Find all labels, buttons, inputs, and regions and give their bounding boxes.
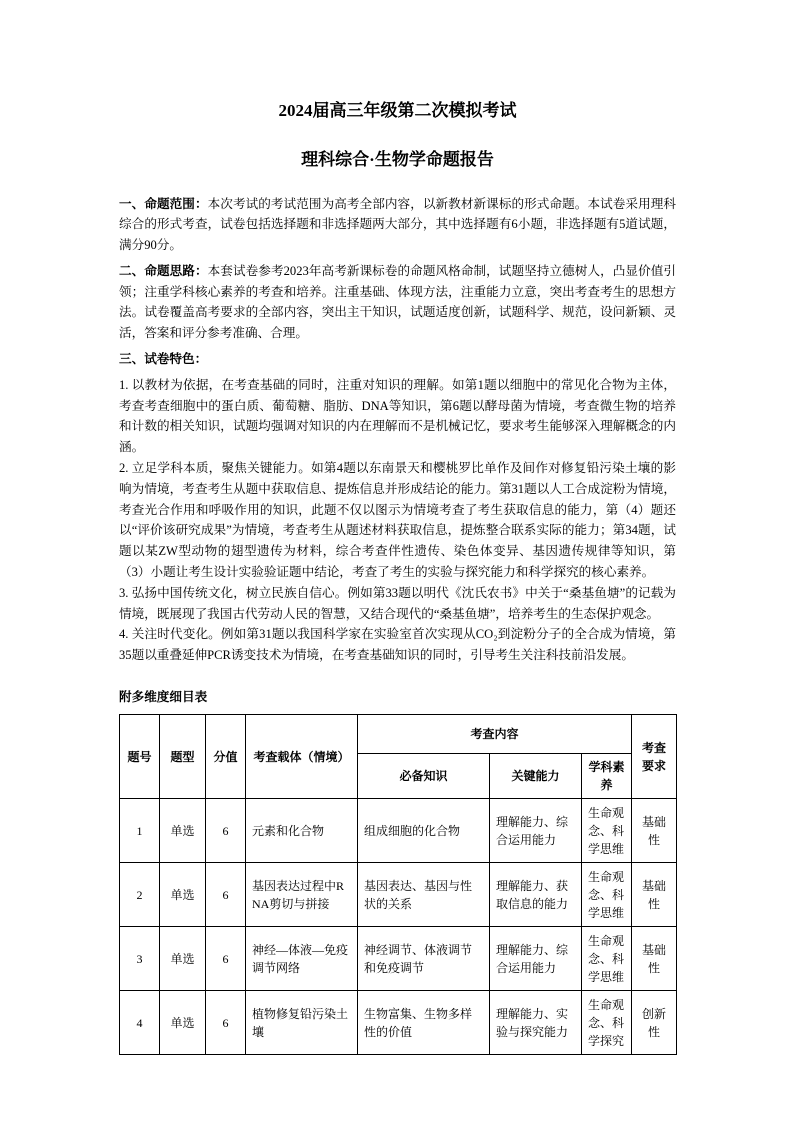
cell-knowledge: 生物富集、生物多样性的价值 bbox=[358, 991, 490, 1055]
cell-carrier: 神经—体液—免疫调节网络 bbox=[246, 927, 358, 991]
table-row bbox=[120, 799, 677, 863]
cell-ability: 理解能力、综合运用能力 bbox=[490, 799, 582, 863]
cell-literacy: 生命观念、科学思维 bbox=[582, 927, 632, 991]
cell-score: 6 bbox=[206, 799, 246, 863]
cell-requirement: 基础性 bbox=[632, 863, 677, 927]
header-requirement: 考查要求 bbox=[632, 715, 677, 799]
cell-ability: 理解能力、获取信息的能力 bbox=[490, 863, 582, 927]
cell-score: 6 bbox=[206, 863, 246, 927]
header-ability: 关键能力 bbox=[490, 754, 582, 799]
cell-literacy: 生命观念、科学思维 bbox=[582, 799, 632, 863]
cell-literacy: 生命观念、科学思维 bbox=[582, 863, 632, 927]
section-features-para bbox=[119, 349, 676, 370]
detail-table bbox=[119, 714, 677, 1055]
header-exam-content: 考查内容 bbox=[358, 715, 632, 754]
header-literacy: 学科素养 bbox=[582, 754, 632, 799]
cell-no: 4 bbox=[120, 991, 160, 1055]
cell-score: 6 bbox=[206, 927, 246, 991]
cell-type: 单选 bbox=[160, 799, 206, 863]
cell-requirement: 基础性 bbox=[632, 799, 677, 863]
section-scope-para bbox=[119, 194, 676, 256]
header-knowledge: 必备知识 bbox=[358, 754, 490, 799]
header-question-no: 题号 bbox=[120, 715, 160, 799]
cell-type: 单选 bbox=[160, 863, 206, 927]
table-row bbox=[120, 927, 677, 991]
cell-type: 单选 bbox=[160, 991, 206, 1055]
cell-literacy: 生命观念、科学探究 bbox=[582, 991, 632, 1055]
cell-carrier: 元素和化合物 bbox=[246, 799, 358, 863]
cell-requirement: 基础性 bbox=[632, 927, 677, 991]
section-approach-para bbox=[119, 261, 676, 344]
doc-subtitle: 理科综合·生物学命题报告 bbox=[301, 150, 494, 170]
cell-knowledge: 神经调节、体液调节和免疫调节 bbox=[358, 927, 490, 991]
section-approach-label: 二、命题思路： bbox=[119, 263, 208, 278]
cell-type: 单选 bbox=[160, 927, 206, 991]
header-question-type: 题型 bbox=[160, 715, 206, 799]
header-score: 分值 bbox=[206, 715, 246, 799]
cell-ability: 理解能力、实验与探究能力 bbox=[490, 991, 582, 1055]
cell-ability: 理解能力、综合运用能力 bbox=[490, 927, 582, 991]
cell-no: 2 bbox=[120, 863, 160, 927]
header-carrier: 考查载体（情境） bbox=[246, 715, 358, 799]
cell-carrier: 植物修复铅污染土壤 bbox=[246, 991, 358, 1055]
doc-title: 2024届高三年级第二次模拟考试 bbox=[278, 101, 517, 120]
cell-knowledge: 组成细胞的化合物 bbox=[358, 799, 490, 863]
table-row bbox=[120, 863, 677, 927]
feature-item-2: 2. 立足学科本质，聚焦关键能力。如第4题以东南景天和樱桃罗比单作及间作对修复铅污染土壤的影响为情境，考查考生从题中获取信息、提炼信息并形成结论的能力。第31题以人工合成淀粉为情境，考查光合作用和呼吸作用的知识，此题不仅以图示为情境考查了考生获取信息的能力，第（4）题还以“评价该研究成果”为情境，考查考生从题述材料获取信息，提炼整合联系实际的能力；第34题，试题以某ZW型动物的翅型遗传为材料，综合考查伴性遗传、染色体变异、基因遗传规律等知识，第（3）小题让考生设计实验验证题中结论，考查了考生的实验与探究能力和科学探究的核心素养。 bbox=[119, 461, 676, 580]
table-header-row-1 bbox=[120, 715, 677, 754]
section-features-label: 三、试卷特色： bbox=[119, 352, 208, 367]
feature-item-4: 4. 关注时代变化。例如第31题以我国科学家在实验室首次实现从CO₂到淀粉分子的全合成为情境，第35题以重叠延伸PCR诱变技术为情境，在考查基础知识的同时，引导考生关注科技前沿发展。 bbox=[119, 627, 676, 663]
feature-item-3: 3. 弘扬中国传统文化，树立民族自信心。例如第33题以明代《沈氏农书》中关于“桑基鱼塘”的记载为情境，既展现了我国古代劳动人民的智慧，又结合现代的“桑基鱼塘”，培养考生的生态保护观念。 bbox=[119, 585, 676, 621]
cell-requirement: 创新性 bbox=[632, 991, 677, 1055]
feature-item-1: 1. 以教材为依据，在考查基础的同时，注重对知识的理解。如第1题以细胞中的常见化合物为主体，考查考查细胞中的蛋白质、葡萄糖、脂肪、DNA等知识，第6题以酵母菌为情境，考查微生物的培养和计数的相关知识，试题均强调对知识的内在理解而不是机械记忆，要求考生能够深入理解概念的内涵。 bbox=[119, 377, 676, 455]
cell-knowledge: 基因表达、基因与性状的关系 bbox=[358, 863, 490, 927]
cell-carrier: 基因表达过程中RNA剪切与拼接 bbox=[246, 863, 358, 927]
cell-no: 3 bbox=[120, 927, 160, 991]
cell-score: 6 bbox=[206, 991, 246, 1055]
table-caption: 附多维度细目表 bbox=[119, 690, 208, 705]
cell-no: 1 bbox=[120, 799, 160, 863]
section-scope-label: 一、命题范围： bbox=[119, 196, 208, 211]
section-approach-text: 本套试卷参考2023年高考新课标卷的命题风格命制，试题坚持立德树人，凸显价值引领；注重学科核心素养的考查和培养。注重基础、体现方法，注重能力立意，突出考查考生的思想方法。试卷覆盖高考要求的全部内容，突出主干知识，试题适度创新，试题科学、规范，设问新颖、灵活，答案和评分参考准确、合理。 bbox=[119, 263, 677, 341]
section-scope-text: 本次考试的考试范围为高考全部内容，以新教材新课标的形式命题。本试卷采用理科综合的形式考查，试卷包括选择题和非选择题两大部分，其中选择题有6小题，非选择题有5道试题，满分90分。 bbox=[119, 196, 677, 253]
table-row bbox=[120, 991, 677, 1055]
